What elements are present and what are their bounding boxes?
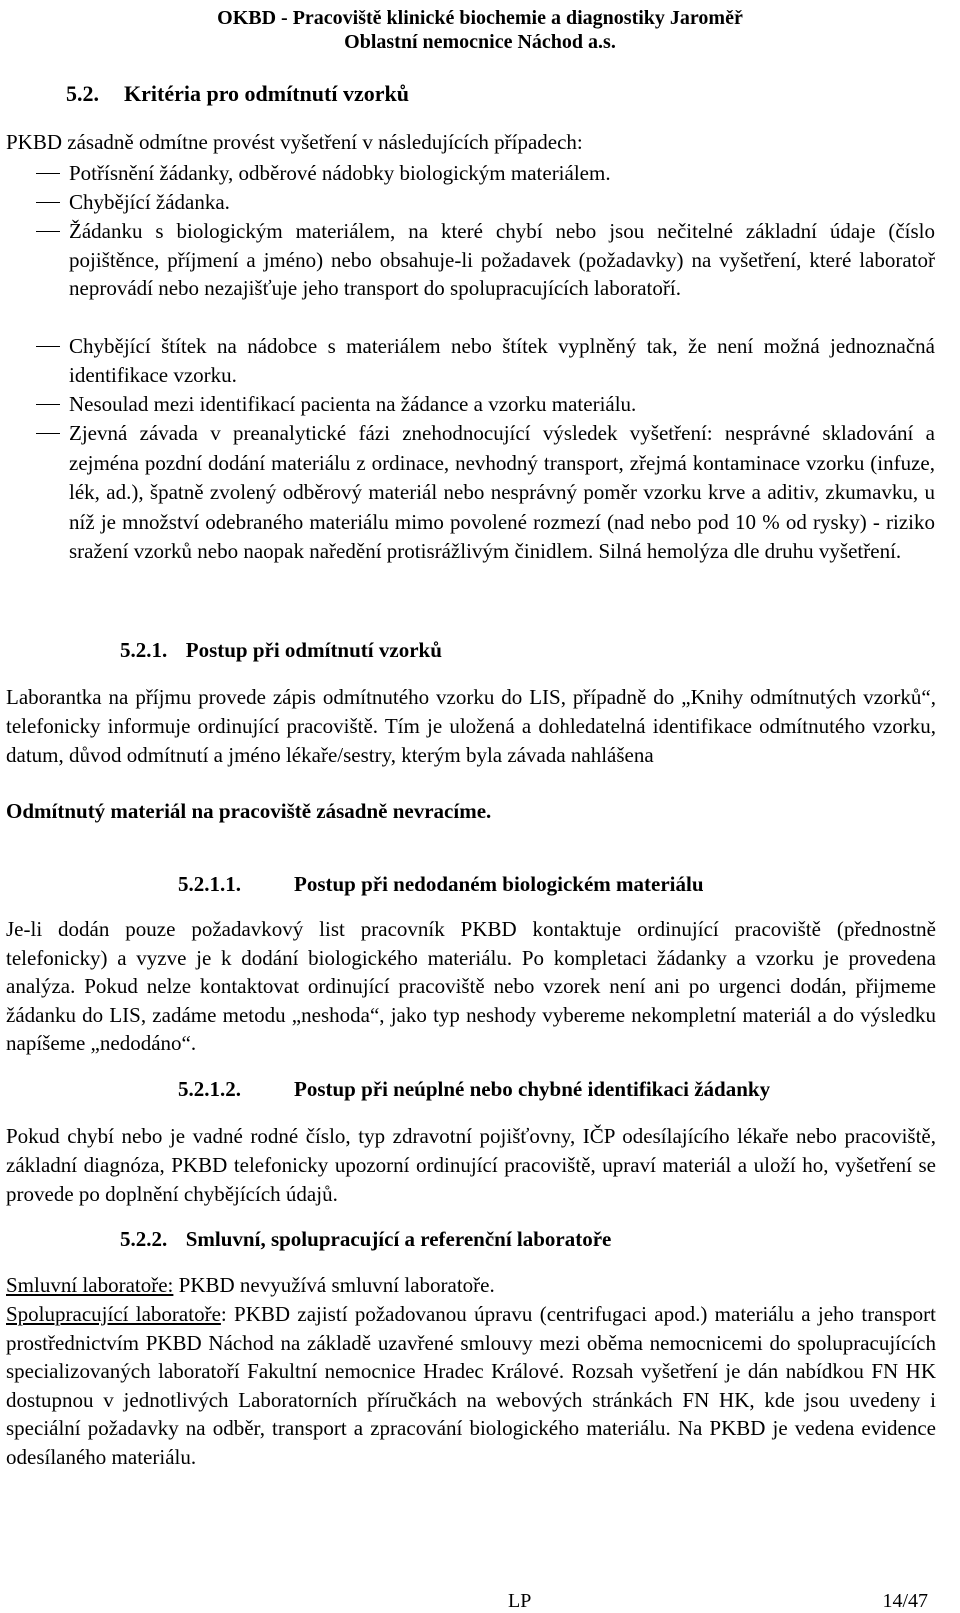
section-title: Postup při nedodaném biologickém materiálu [294, 872, 704, 896]
bullet-dash [36, 346, 60, 347]
paragraph-5-2-1-2: Pokud chybí nebo je vadné rodné číslo, typ zdravotní pojišťovny, IČP odesílajícího lékaře nebo pracoviště, základní diagnóza, PKBD telefonicky upozorní ordinující pracoviště, upraví materiál a uloží ho, vyšetření se provede po doplnění chybějících údajů. [6, 1124, 936, 1206]
section-heading-5-2-2 [120, 1225, 611, 1253]
section-number: 5.2.1.1. [178, 872, 241, 896]
section-heading-5-2-1-1 [178, 870, 241, 898]
list-item: Nesoulad mezi identifikací pacienta na žádance a vzorku materiálu. [69, 392, 637, 416]
list-item: Zjevná závada v preanalytické fázi znehodnocující výsledek vyšetření: nesprávné skladování a zejména pozdní dodání materiálu z ordinace, nevhodný transport, zřejmá kontaminace vzorku (infuze, lék, ad.), špatně zvolený odběrový materiál nebo nesprávný poměr vzorku krve a aditiv, zkumavku, u níž je množství odebraného materiálu mimo povolené rozmezí (nad nebo pod 10 % od rysky) - riziko sražení vzorků nebo naopak naředění protisrážlivým činidlem. Silná hemolýza dle druhu vyšetření. [69, 421, 935, 563]
header-line-2: Oblastní nemocnice Náchod a.s. [344, 31, 616, 53]
section-number: 5.2. [66, 81, 99, 106]
smluvni-label: Smluvní laboratoře: [6, 1273, 174, 1297]
section-title: Kritéria pro odmítnutí vzorků [124, 81, 409, 106]
spolupracujici-label: Spolupracující laboratoře [6, 1302, 221, 1326]
page-header [0, 6, 960, 54]
section-heading-5-2-1 [120, 636, 442, 664]
paragraph-spolupracujici [6, 1300, 936, 1472]
footer-doc-code: LP [508, 1590, 532, 1612]
spolupracujici-text: : PKBD zajistí požadovanou úpravu (centrifugaci apod.) materiálu a jeho transport prostřednictvím PKBD Náchod na základě uzavřené smlouvy mezi oběma nemocnicemi do spolupracujících specializovaných laboratoří Fakultní nemocnice Hradec Králové. Rozsah vyšetření je dán nabídkou FN HK dostupnou v jednotlivých Laboratorních příručkách na webových stránkách FN HK, kde jsou uvedeny i speciální požadavky na odběr, transport a zpracování biologického materiálu. Na PKBD je vedena evidence odesílaného materiálu. [6, 1302, 937, 1469]
section-number: 5.2.2. [120, 1227, 168, 1251]
paragraph-smluvni [6, 1271, 936, 1300]
list-item: Chybějící žádanka. [69, 190, 230, 214]
footer-page-number: 14/47 [882, 1590, 928, 1612]
intro-paragraph: PKBD zásadně odmítne provést vyšetření v následujících případech: [6, 130, 583, 154]
bullet-dash [36, 231, 60, 232]
list-item: Chybějící štítek na nádobce s materiálem nebo štítek vyplněný tak, že není možná jednoznačná identifikace vzorku. [69, 334, 935, 387]
bullet-dash [36, 173, 60, 174]
section-heading-5-2 [66, 80, 409, 108]
section-title: Smluvní, spolupracující a referenční laboratoře [185, 1227, 612, 1251]
section-title: Postup při neúplné nebo chybné identifikaci žádanky [294, 1077, 771, 1101]
bullet-dash [36, 202, 60, 203]
section-number: 5.2.1.2. [178, 1077, 241, 1101]
bullet-dash [36, 433, 60, 434]
paragraph-5-2-1: Laborantka na příjmu provede zápis odmítnutého vzorku do LIS, případně do „Knihy odmítnutých vzorků“, telefonicky informuje ordinující pracoviště. Tím je uložená a dohledatelná identifikace odmítnutého vzorku, datum, důvod odmítnutí a jméno lékaře/sestry, kterým byla závada nahlášena [6, 685, 936, 767]
list-item: Potřísnění žádanky, odběrové nádobky biologickým materiálem. [69, 161, 611, 185]
bullet-dash [36, 404, 60, 405]
section-number: 5.2.1. [120, 638, 168, 662]
smluvni-text: PKBD nevyužívá smluvní laboratoře. [173, 1273, 495, 1297]
list-item: Žádanku s biologickým materiálem, na které chybí nebo jsou nečitelné základní údaje (číslo pojištěnce, příjmení a jméno) nebo obsahuje-li požadavek (požadavky) na vyšetření, které laboratoř neprovádí nebo nezajišťuje jeho transport do spolupracujících laboratoří. [69, 219, 935, 300]
bold-note: Odmítnutý materiál na pracoviště zásadně nevracíme. [6, 799, 492, 823]
section-heading-5-2-1-2 [178, 1075, 241, 1103]
paragraph-5-2-1-1: Je-li dodán pouze požadavkový list pracovník PKBD kontaktuje ordinující pracoviště (přednostně telefonicky) a vyzve je k dodání biologického materiálu. Po kompletaci žádanky a vzorku je provedena analýza. Pokud nelze kontaktovat ordinující pracoviště nebo vzorek není ani po urgenci dodán, přijmeme žádanku do LIS, zadáme metodu „neshoda“, jako typ neshody vybereme nekompletní materiál a do výsledku napíšeme „nedodáno“. [6, 917, 936, 1056]
header-line-1: OKBD - Pracoviště klinické biochemie a diagnostiky Jaroměř [217, 7, 743, 29]
section-title: Postup při odmítnutí vzorků [185, 638, 442, 662]
